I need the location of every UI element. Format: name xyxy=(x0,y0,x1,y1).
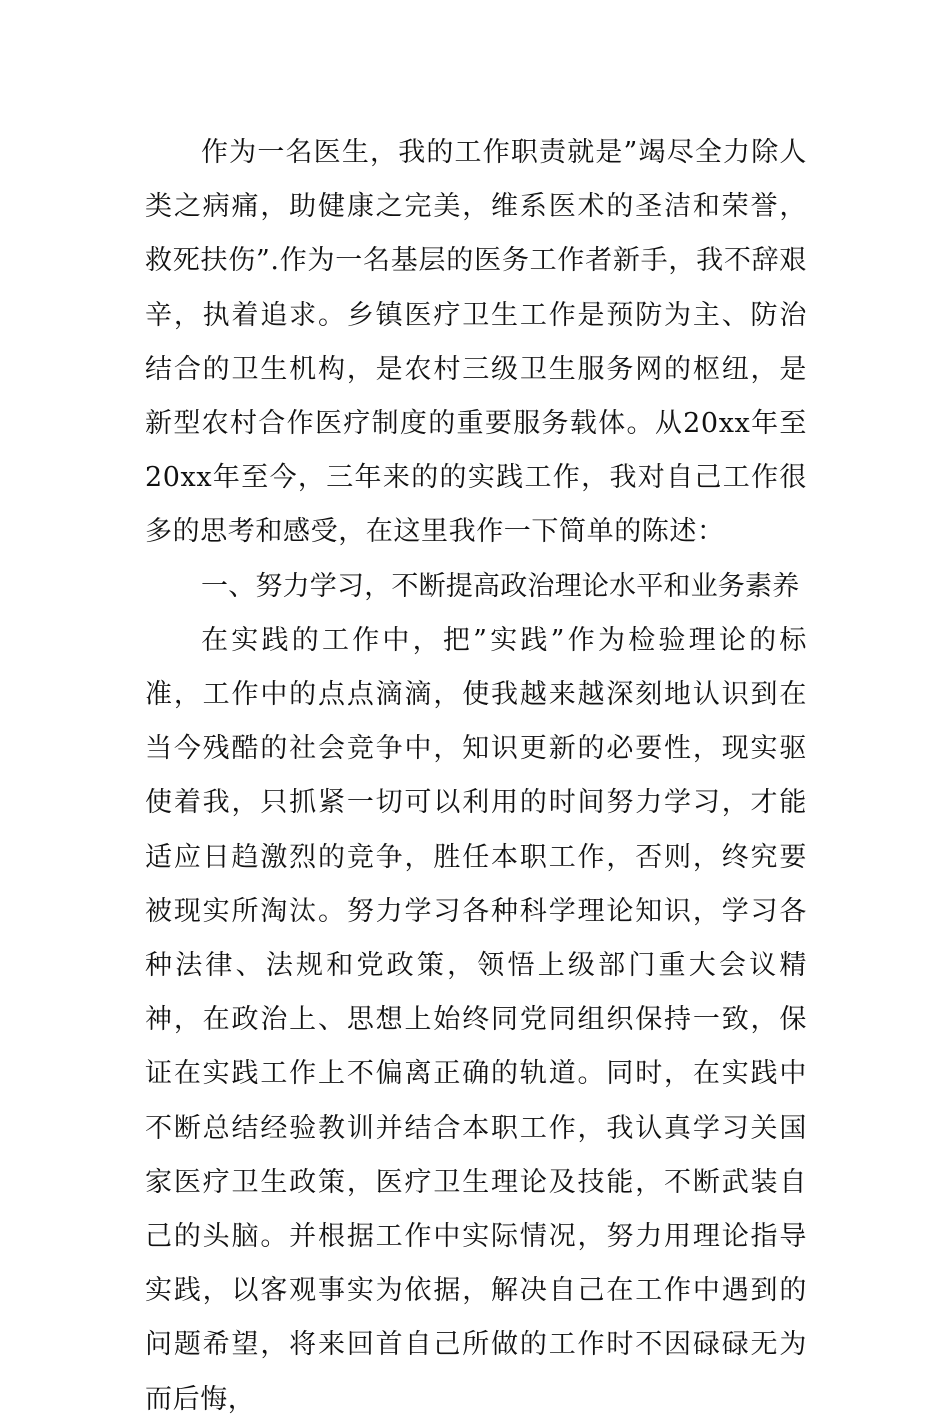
section-paragraph: 在实践的工作中，把”实践”作为检验理论的标准，工作中的点点滴滴，使我越来越深刻地认识到在当今残酷的社会竞争中，知识更新的必要性，现实驱使着我，只抓紧一切可以利用的时间努力学习，才能适应日趋激烈的竞争，胜任本职工作，否则，终究要被现实所淘汰。努力学习各种科学理论知识，学习各种法律、法规和党政策，领悟上级部门重大会议精神，在政治上、思想上始终同党同组织保持一致，保证在实践工作上不偏离正确的轨道。同时，在实践中不断总结经验教训并结合本职工作，我认真学习关国家医疗卫生政策，医疗卫生理论及技能，不断武装自己的头脑。并根据工作中实际情况，努力用理论指导实践，以客观事实为依据，解决自己在工作中遇到的问题希望，将来回首自己所做的工作时不因碌碌无为而后悔， xyxy=(145,624,807,1415)
intro-paragraph: 作为一名医生，我的工作职责就是”竭尽全力除人类之病痛，助健康之完美，维系医术的圣洁和荣誉，救死扶伤”.作为一名基层的医务工作者新手，我不辞艰辛，执着追求。乡镇医疗卫生工作是预防为主、防治结合的卫生机构，是农村三级卫生服务网的枢纽，是新型农村合作医疗制度的重要服务载体。从20xx年至20xx年至今，三年来的的实践工作，我对自己工作很多的思考和感受，在这里我作一下简单的陈述： xyxy=(145,137,807,548)
document-body xyxy=(145,126,807,1427)
section-heading: 一、努力学习，不断提高政治理论水平和业务素养 xyxy=(201,570,800,602)
